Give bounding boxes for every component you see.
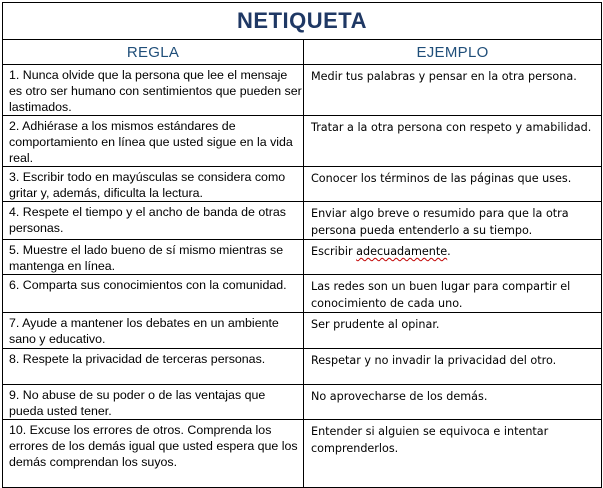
table-row — [3, 65, 602, 116]
table-row — [3, 240, 602, 275]
example-cell: Respetar y no invadir la privacidad del otro. — [304, 349, 602, 385]
table-row — [3, 313, 602, 349]
example-cell: Medir tus palabras y pensar en la otra persona. — [304, 65, 602, 116]
netiquette-table — [2, 2, 602, 488]
header-row — [3, 40, 602, 65]
table-row — [3, 116, 602, 167]
spellcheck-marked-word: adecuadamente — [356, 245, 448, 258]
example-cell: Entender si alguien se equivoca e intentar comprenderlos. — [304, 420, 602, 488]
rule-cell: 4. Respete el tiempo y el ancho de banda de otras personas. — [3, 202, 304, 240]
example-cell: Las redes son un buen lugar para compartir el conocimiento de cada uno. — [304, 275, 602, 313]
rule-cell: 8. Respete la privacidad de terceras personas. — [3, 349, 304, 385]
example-cell: No aprovecharse de los demás. — [304, 385, 602, 420]
rule-cell: 3. Escribir todo en mayúsculas se considera como gritar y, además, dificulta la lectura. — [3, 167, 304, 202]
rule-cell: 2. Adhiérase a los mismos estándares de comportamiento en línea que usted sigue en la vida real. — [3, 116, 304, 167]
example-cell: Enviar algo breve o resumido para que la otra persona pueda entenderlo a su tiempo. — [304, 202, 602, 240]
column-header-example: EJEMPLO — [304, 40, 602, 65]
table-row — [3, 167, 602, 202]
example-cell — [304, 240, 602, 275]
example-cell: Tratar a la otra persona con respeto y amabilidad. — [304, 116, 602, 167]
table-row — [3, 420, 602, 488]
example-cell: Ser prudente al opinar. — [304, 313, 602, 349]
example-text: Escribir — [311, 245, 357, 258]
rule-cell: 1. Nunca olvide que la persona que lee el mensaje es otro ser humano con sentimientos que pueden ser lastimados. — [3, 65, 304, 116]
rule-cell: 10. Excuse los errores de otros. Comprenda los errores de los demás igual que usted espera que los demás comprendan los suyos. — [3, 420, 304, 488]
rule-cell: 6. Comparta sus conocimientos con la comunidad. — [3, 275, 304, 313]
rule-cell: 5. Muestre el lado bueno de sí mismo mientras se mantenga en línea. — [3, 240, 304, 275]
table-row — [3, 385, 602, 420]
rule-cell: 7. Ayude a mantener los debates en un ambiente sano y educativo. — [3, 313, 304, 349]
table-row — [3, 349, 602, 385]
table-title: NETIQUETA — [3, 3, 602, 40]
title-row — [3, 3, 602, 40]
example-text: . — [447, 245, 451, 258]
table-row — [3, 202, 602, 240]
rule-cell: 9. No abuse de su poder o de las ventajas que pueda usted tener. — [3, 385, 304, 420]
column-header-rule: REGLA — [3, 40, 304, 65]
example-cell: Conocer los términos de las páginas que uses. — [304, 167, 602, 202]
table-row — [3, 275, 602, 313]
